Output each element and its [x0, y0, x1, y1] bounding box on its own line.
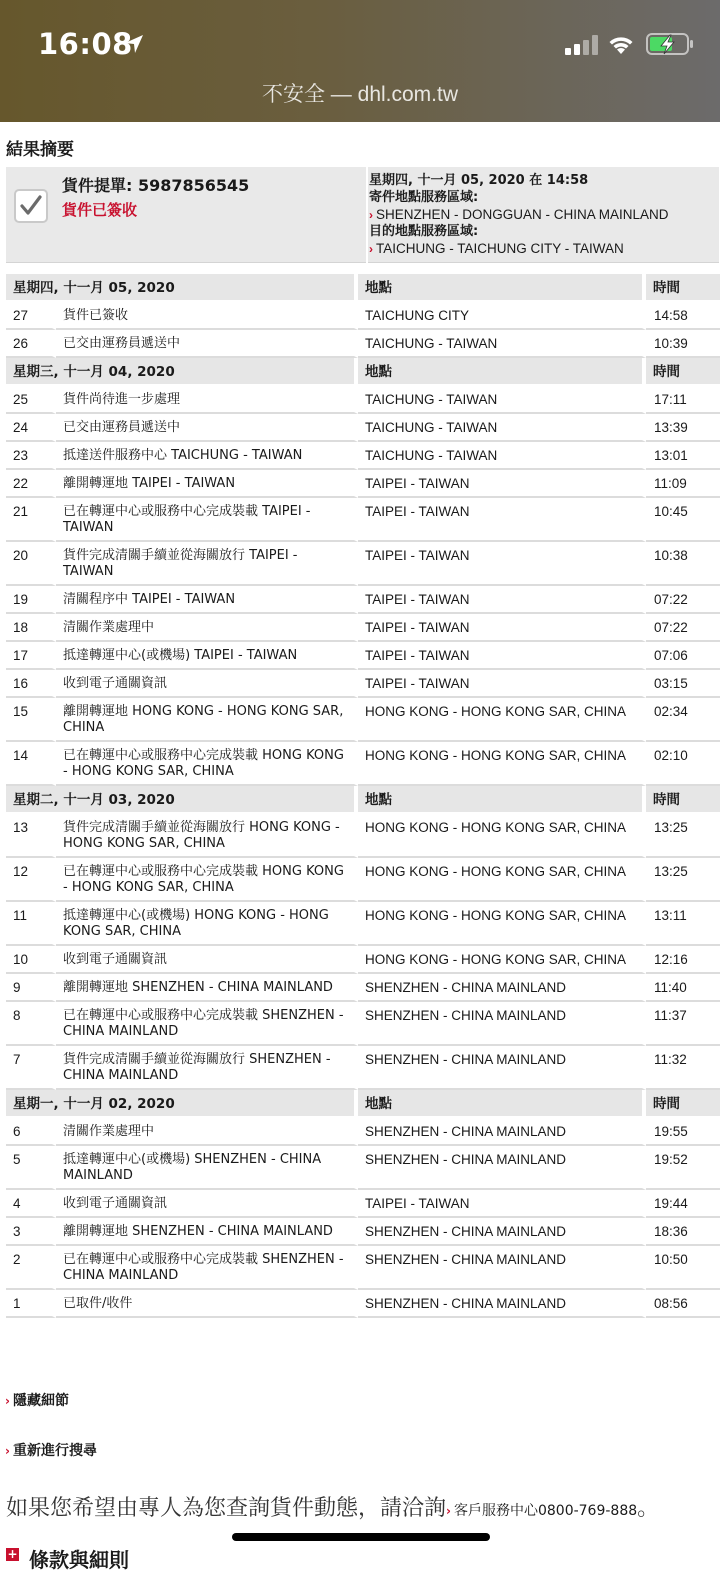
- event-description: 離開轉運地 SHENZHEN - CHINA MAINLAND: [56, 974, 358, 1002]
- location-column-header: 地點: [358, 1090, 646, 1118]
- event-time: 10:50: [646, 1246, 720, 1290]
- event-location: SHENZHEN - CHINA MAINLAND: [358, 1118, 646, 1146]
- event-description: 已在轉運中心或服務中心完成裝載 SHENZHEN - CHINA MAINLAND: [56, 1002, 358, 1046]
- summary-divider: [366, 167, 368, 263]
- event-description: 清關作業處理中: [56, 614, 358, 642]
- event-description: 貨件已簽收: [56, 302, 358, 330]
- event-description: 已交由運務員遞送中: [56, 414, 358, 442]
- event-location: SHENZHEN - CHINA MAINLAND: [358, 1002, 646, 1046]
- table-row: [6, 470, 720, 498]
- event-number: 26: [6, 330, 56, 358]
- event-number: 19: [6, 586, 56, 614]
- event-location: TAIPEI - TAIWAN: [358, 498, 646, 542]
- event-number: 22: [6, 470, 56, 498]
- customer-service-link[interactable]: 客戶服務中心0800-769-888: [453, 1503, 638, 1519]
- table-row: [6, 1146, 720, 1190]
- event-location: SHENZHEN - CHINA MAINLAND: [358, 1290, 646, 1318]
- event-description: 離開轉運地 HONG KONG - HONG KONG SAR, CHINA: [56, 698, 358, 742]
- destination-value: TAICHUNG - TAICHUNG CITY - TAIWAN: [376, 241, 624, 256]
- tracking-history-table: [6, 274, 720, 1318]
- status-time: 16:08: [38, 27, 133, 61]
- event-description: 清關程序中 TAIPEI - TAIWAN: [56, 586, 358, 614]
- event-description: 貨件尚待進一步處理: [56, 386, 358, 414]
- event-time: 13:25: [646, 814, 720, 858]
- event-description: 收到電子通關資訊: [56, 1190, 358, 1218]
- event-time: 03:15: [646, 670, 720, 698]
- address-bar[interactable]: 不安全 — dhl.com.tw: [261, 83, 459, 106]
- event-location: SHENZHEN - CHINA MAINLAND: [358, 974, 646, 1002]
- event-location: HONG KONG - HONG KONG SAR, CHINA: [358, 698, 646, 742]
- event-time: 11:37: [646, 1002, 720, 1046]
- event-description: 離開轉運地 SHENZHEN - CHINA MAINLAND: [56, 1218, 358, 1246]
- event-location: TAICHUNG CITY: [358, 302, 646, 330]
- event-time: 08:56: [646, 1290, 720, 1318]
- event-number: 18: [6, 614, 56, 642]
- page-title: 結果摘要: [6, 140, 74, 160]
- hide-details-link[interactable]: › 隱藏細節: [5, 1393, 69, 1409]
- event-description: 貨件完成清關手續並從海關放行 HONG KONG - HONG KONG SAR, CHINA: [56, 814, 358, 858]
- table-row: [6, 1046, 720, 1090]
- table-row: [6, 1290, 720, 1318]
- event-number: 25: [6, 386, 56, 414]
- event-description: 已取件/收件: [56, 1290, 358, 1318]
- event-time: 18:36: [646, 1218, 720, 1246]
- event-number: 3: [6, 1218, 56, 1246]
- event-location: SHENZHEN - CHINA MAINLAND: [358, 1218, 646, 1246]
- search-again-link[interactable]: › 重新進行搜尋: [5, 1443, 97, 1459]
- event-number: 21: [6, 498, 56, 542]
- event-description: 抵達轉運中心(或機場) HONG KONG - HONG KONG SAR, CHINA: [56, 902, 358, 946]
- event-location: HONG KONG - HONG KONG SAR, CHINA: [358, 858, 646, 902]
- home-indicator[interactable]: [232, 1533, 490, 1541]
- table-row: [6, 1002, 720, 1046]
- event-time: 17:11: [646, 386, 720, 414]
- terms-label: 條款與細則: [29, 1548, 129, 1572]
- event-time: 10:39: [646, 330, 720, 358]
- table-row: [6, 974, 720, 1002]
- time-column-header: 時間: [646, 1090, 720, 1118]
- time-column-header: 時間: [646, 786, 720, 814]
- event-number: 8: [6, 1002, 56, 1046]
- event-time: 13:25: [646, 858, 720, 902]
- event-location: TAIPEI - TAIWAN: [358, 614, 646, 642]
- event-description: 收到電子通關資訊: [56, 946, 358, 974]
- table-row: [6, 542, 720, 586]
- event-description: 抵達轉運中心(或機場) SHENZHEN - CHINA MAINLAND: [56, 1146, 358, 1190]
- event-description: 貨件完成清關手續並從海關放行 SHENZHEN - CHINA MAINLAND: [56, 1046, 358, 1090]
- event-location: TAICHUNG - TAIWAN: [358, 386, 646, 414]
- event-location: HONG KONG - HONG KONG SAR, CHINA: [358, 902, 646, 946]
- event-description: 已交由運務員遞送中: [56, 330, 358, 358]
- shipment-summary: [6, 167, 719, 263]
- table-date-header: [6, 1090, 720, 1118]
- table-row: [6, 586, 720, 614]
- event-location: SHENZHEN - CHINA MAINLAND: [358, 1246, 646, 1290]
- event-time: 02:34: [646, 698, 720, 742]
- battery-charging-icon: [646, 33, 694, 55]
- cellular-signal-icon: [565, 35, 599, 55]
- contact-text: 如果您希望由專人為您查詢貨件動態，請洽詢: [6, 1496, 447, 1521]
- event-number: 14: [6, 742, 56, 786]
- event-number: 10: [6, 946, 56, 974]
- event-description: 收到電子通關資訊: [56, 670, 358, 698]
- event-number: 7: [6, 1046, 56, 1090]
- event-location: SHENZHEN - CHINA MAINLAND: [358, 1146, 646, 1190]
- table-row: [6, 614, 720, 642]
- table-row: [6, 1218, 720, 1246]
- location-column-header: 地點: [358, 786, 646, 814]
- table-row: [6, 302, 720, 330]
- event-description: 貨件完成清關手續並從海關放行 TAIPEI - TAIWAN: [56, 542, 358, 586]
- event-time: 14:58: [646, 302, 720, 330]
- delivery-status: 貨件已簽收: [62, 201, 138, 219]
- table-row: [6, 670, 720, 698]
- event-number: 23: [6, 442, 56, 470]
- event-description: 抵達送件服務中心 TAICHUNG - TAIWAN: [56, 442, 358, 470]
- table-row: [6, 442, 720, 470]
- table-row: [6, 330, 720, 358]
- event-description: 清關作業處理中: [56, 1118, 358, 1146]
- event-location: HONG KONG - HONG KONG SAR, CHINA: [358, 946, 646, 974]
- event-description: 已在轉運中心或服務中心完成裝載 SHENZHEN - CHINA MAINLAND: [56, 1246, 358, 1290]
- contact-note: 如果您希望由專人為您查詢貨件動態，請洽詢› 客戶服務中心0800-769-888。: [6, 1496, 660, 1521]
- table-row: [6, 1246, 720, 1290]
- time-column-header: 時間: [646, 358, 720, 386]
- table-row: [6, 1190, 720, 1218]
- event-location: SHENZHEN - CHINA MAINLAND: [358, 1046, 646, 1090]
- table-row: [6, 498, 720, 542]
- event-location: TAICHUNG - TAIWAN: [358, 414, 646, 442]
- date-header: 星期三, 十一月 04, 2020: [6, 358, 358, 386]
- chevron-right-icon: ›: [5, 1394, 10, 1408]
- location-column-header: 地點: [358, 358, 646, 386]
- chevron-right-icon: ›: [369, 242, 373, 256]
- event-number: 16: [6, 670, 56, 698]
- table-row: [6, 946, 720, 974]
- event-time: 02:10: [646, 742, 720, 786]
- event-time: 07:22: [646, 586, 720, 614]
- event-time: 11:32: [646, 1046, 720, 1090]
- location-column-header: 地點: [358, 274, 646, 302]
- event-location: TAIPEI - TAIWAN: [358, 670, 646, 698]
- table-row: [6, 642, 720, 670]
- table-row: [6, 858, 720, 902]
- event-location: TAIPEI - TAIWAN: [358, 542, 646, 586]
- table-row: [6, 902, 720, 946]
- event-number: 9: [6, 974, 56, 1002]
- table-date-header: [6, 358, 720, 386]
- origin-area: [369, 189, 719, 224]
- event-number: 11: [6, 902, 56, 946]
- waybill-number: 貨件提單: 5987856545: [62, 176, 250, 195]
- event-location: TAIPEI - TAIWAN: [358, 586, 646, 614]
- event-location: TAICHUNG - TAIWAN: [358, 330, 646, 358]
- terms-section-toggle[interactable]: [6, 1544, 129, 1573]
- event-location: TAIPEI - TAIWAN: [358, 642, 646, 670]
- event-time: 19:55: [646, 1118, 720, 1146]
- origin-label: 寄件地點服務區域:: [369, 190, 479, 205]
- event-description: 已在轉運中心或服務中心完成裝載 HONG KONG - HONG KONG SAR, CHINA: [56, 858, 358, 902]
- event-location: TAICHUNG - TAIWAN: [358, 442, 646, 470]
- event-number: 4: [6, 1190, 56, 1218]
- event-time: 07:06: [646, 642, 720, 670]
- event-location: TAIPEI - TAIWAN: [358, 1190, 646, 1218]
- event-description: 已在轉運中心或服務中心完成裝載 TAIPEI - TAIWAN: [56, 498, 358, 542]
- event-time: 10:45: [646, 498, 720, 542]
- date-header: 星期一, 十一月 02, 2020: [6, 1090, 358, 1118]
- event-number: 13: [6, 814, 56, 858]
- chevron-right-icon: ›: [5, 1444, 10, 1458]
- event-number: 2: [6, 1246, 56, 1290]
- event-time: 11:40: [646, 974, 720, 1002]
- destination-area: [369, 223, 719, 258]
- event-time: 19:44: [646, 1190, 720, 1218]
- event-time: 10:38: [646, 542, 720, 586]
- delivery-datetime: 星期四, 十一月 05, 2020 在 14:58: [369, 173, 589, 188]
- event-location: HONG KONG - HONG KONG SAR, CHINA: [358, 814, 646, 858]
- event-number: 15: [6, 698, 56, 742]
- table-row: [6, 698, 720, 742]
- delivered-check-icon: [14, 189, 48, 223]
- event-number: 24: [6, 414, 56, 442]
- event-time: 12:16: [646, 946, 720, 974]
- event-time: 19:52: [646, 1146, 720, 1190]
- event-number: 12: [6, 858, 56, 902]
- plus-icon: +: [7, 1547, 18, 1561]
- event-time: 13:39: [646, 414, 720, 442]
- event-description: 抵達轉運中心(或機場) TAIPEI - TAIWAN: [56, 642, 358, 670]
- event-number: 27: [6, 302, 56, 330]
- event-location: TAIPEI - TAIWAN: [358, 470, 646, 498]
- event-number: 17: [6, 642, 56, 670]
- destination-label: 目的地點服務區域:: [369, 224, 479, 239]
- event-time: 07:22: [646, 614, 720, 642]
- event-number: 1: [6, 1290, 56, 1318]
- chevron-right-icon: ›: [369, 208, 373, 222]
- table-row: [6, 414, 720, 442]
- event-description: 離開轉運地 TAIPEI - TAIWAN: [56, 470, 358, 498]
- event-location: HONG KONG - HONG KONG SAR, CHINA: [358, 742, 646, 786]
- event-time: 11:09: [646, 470, 720, 498]
- event-time: 13:01: [646, 442, 720, 470]
- date-header: 星期二, 十一月 03, 2020: [6, 786, 358, 814]
- table-row: [6, 814, 720, 858]
- wifi-icon: [606, 33, 636, 55]
- event-description: 已在轉運中心或服務中心完成裝載 HONG KONG - HONG KONG SAR, CHINA: [56, 742, 358, 786]
- ios-status-and-browser-bar: [0, 0, 720, 122]
- table-date-header: [6, 274, 720, 302]
- location-arrow-icon: [123, 33, 145, 55]
- table-date-header: [6, 786, 720, 814]
- chevron-right-icon: ›: [446, 1504, 451, 1518]
- table-row: [6, 386, 720, 414]
- date-header: 星期四, 十一月 05, 2020: [6, 274, 358, 302]
- origin-value: SHENZHEN - DONGGUAN - CHINA MAINLAND: [376, 207, 669, 222]
- event-number: 6: [6, 1118, 56, 1146]
- event-time: 13:11: [646, 902, 720, 946]
- event-number: 20: [6, 542, 56, 586]
- table-row: [6, 1118, 720, 1146]
- time-column-header: 時間: [646, 274, 720, 302]
- event-number: 5: [6, 1146, 56, 1190]
- table-row: [6, 742, 720, 786]
